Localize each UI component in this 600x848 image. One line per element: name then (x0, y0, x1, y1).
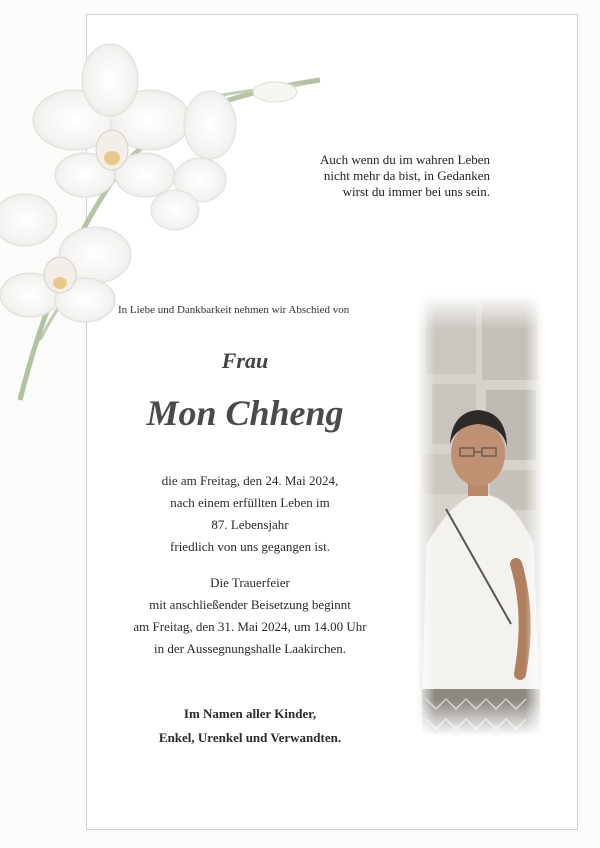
funeral-line: in der Aussegnungshalle Laakirchen. (153, 641, 347, 656)
funeral-line: mit anschließender Beisetzung beginnt (149, 597, 351, 612)
deceased-name: Mon Chheng (146, 393, 344, 433)
funeral-notice (110, 572, 390, 660)
verse-line: wirst du immer bei uns sein. (342, 184, 490, 199)
death-line: friedlich von uns gegangen ist. (170, 539, 330, 554)
funeral-line: Die Trauerfeier (210, 575, 290, 590)
verse (290, 152, 490, 200)
signature (110, 702, 390, 750)
portrait-photo (416, 294, 544, 736)
intro-text: In Liebe und Dankbarkeit nehmen wir Abschied von (118, 304, 350, 316)
death-line: die am Freitag, den 24. Mai 2024, (161, 473, 339, 488)
salutation: Frau (221, 348, 269, 373)
verse-line: nicht mehr da bist, in Gedanken (323, 168, 490, 183)
signature-line: Enkel, Urenkel und Verwandten. (158, 730, 342, 745)
death-notice (110, 470, 390, 558)
verse-line: Auch wenn du im wahren Leben (319, 152, 490, 167)
death-line: nach einem erfüllten Leben im (170, 495, 330, 510)
death-line: 87. Lebensjahr (211, 517, 289, 532)
funeral-line: am Freitag, den 31. Mai 2024, um 14.00 Uhr (133, 619, 367, 634)
signature-line: Im Namen aller Kinder, (183, 706, 317, 721)
